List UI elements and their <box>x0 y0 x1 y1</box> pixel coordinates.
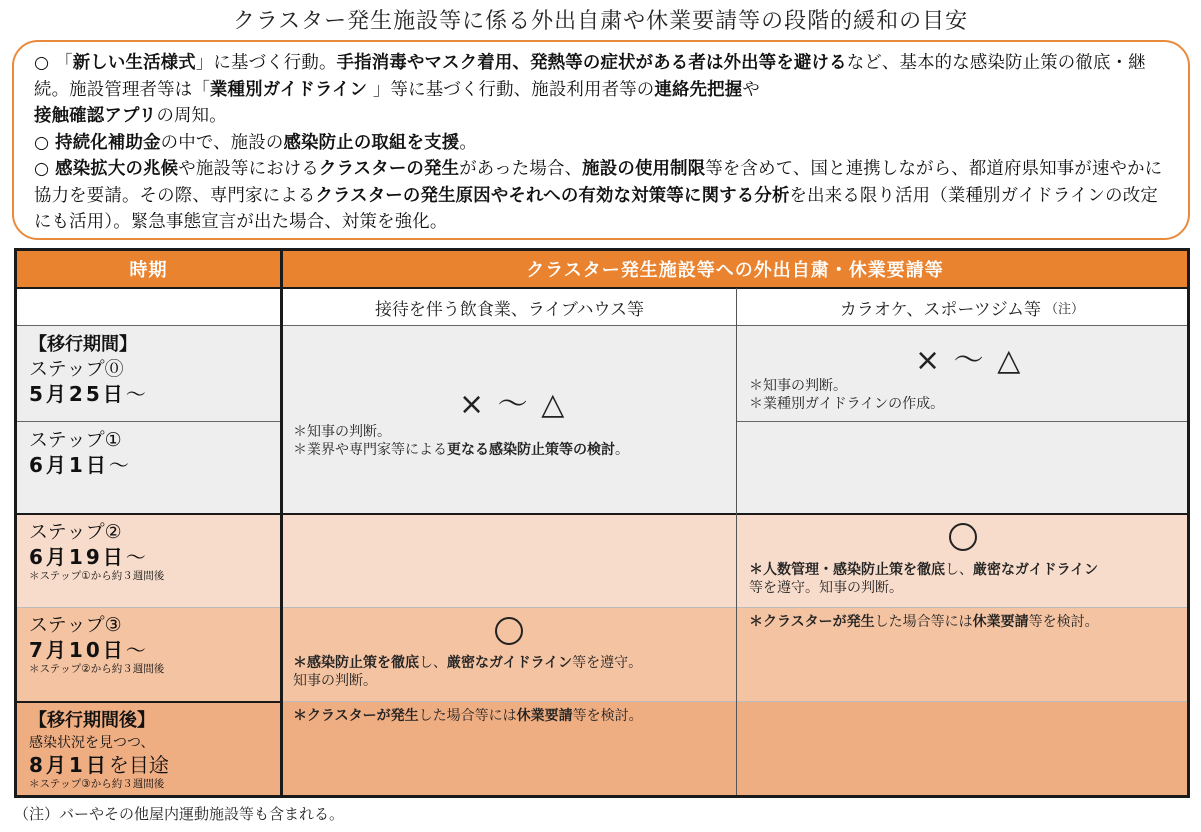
period-step1: ステップ① 6月1日〜 <box>29 429 129 477</box>
col-header-entertainment: 接待を伴う飲食業、ライブハウス等 <box>283 289 736 325</box>
footnote: （注）バーやその他屋内運動施設等も含まれる。 <box>14 805 345 823</box>
note-a-early: ＊知事の判断。 ＊業界や専門家等による更なる感染防止策等の検討。 <box>293 424 629 458</box>
note-a-after: ＊クラスターが発生した場合等には休業要請等を検討。 <box>293 708 643 724</box>
header-requests: クラスター発生施設等への外出自粛・休業要請等 <box>283 251 1187 287</box>
schedule-table <box>14 248 1190 798</box>
cell-a-step2 <box>283 515 736 607</box>
summary-box <box>12 40 1190 240</box>
note-b-step2: ＊人数管理・感染防止策を徹底し、厳密なガイドライン 等を遵守。知事の判断。 <box>749 562 1099 596</box>
cell-b-after <box>737 702 1187 795</box>
symbol-x-to-triangle-b: × 〜 △ <box>915 343 1023 378</box>
summary-point-3: ○ 感染拡大の兆候や施設等におけるクラスターの発生があった場合、施設の使用制限等を含めて、国と連携しながら、都道府県知事が速やかに協力を要請。その際、専門家によるクラスターの発生原因やそれへの有効な対策等に関する分析を出来る限り活用（業種別ガイドラインの改定にも活用）。緊急事態宣言が出た場合、対策を強化。 <box>34 159 1163 232</box>
page-title: クラスター発生施設等に係る外出自粛や休業要請等の段階的緩和の目安 <box>232 9 969 34</box>
circle-ok-b <box>949 523 977 551</box>
note-a-step3: ＊感染防止策を徹底し、厳密なガイドライン等を遵守。 知事の判断。 <box>293 655 643 689</box>
note-b-step0: ＊知事の判断。 ＊業種別ガイドラインの作成。 <box>749 378 945 412</box>
summary-point-1: ○ 「新しい生活様式」に基づく行動。手指消毒やマスク着用、発熱等の症状がある者は外出等を避けるなど、基本的な感染防止策の徹底・継続。施設管理者等は「業種別ガイドライン 」等に基づく行動、施設利用者等の連絡先把握や 接触確認アプリの周知。 <box>34 53 1146 126</box>
symbol-x-to-triangle-a: × 〜 △ <box>459 387 567 422</box>
summary-point-2: ○ 持続化補助金の中で、施設の感染防止の取組を支援。 <box>34 132 477 153</box>
note-b-step3: ＊クラスターが発生した場合等には休業要請等を検討。 <box>749 614 1099 630</box>
period-step2: ステップ② 6月19日〜 ＊ステップ①から約３週間後 <box>29 521 165 582</box>
header-period: 時期 <box>17 251 280 287</box>
col-header-karaoke-gym: カラオケ、スポーツジム等 （注） <box>737 289 1187 325</box>
circle-ok-a <box>495 617 523 645</box>
period-step3: ステップ③ 7月10日〜 ＊ステップ②から約３週間後 <box>29 614 165 675</box>
cell-b-step1 <box>737 422 1187 513</box>
subheader-empty <box>17 289 280 325</box>
period-after: 【移行期間後】 感染状況を見つつ、 8月1日を目途 ＊ステップ③から約３週間後 <box>29 710 169 790</box>
period-step0: 【移行期間】 ステップ⓪ 5月25日〜 <box>29 334 146 406</box>
